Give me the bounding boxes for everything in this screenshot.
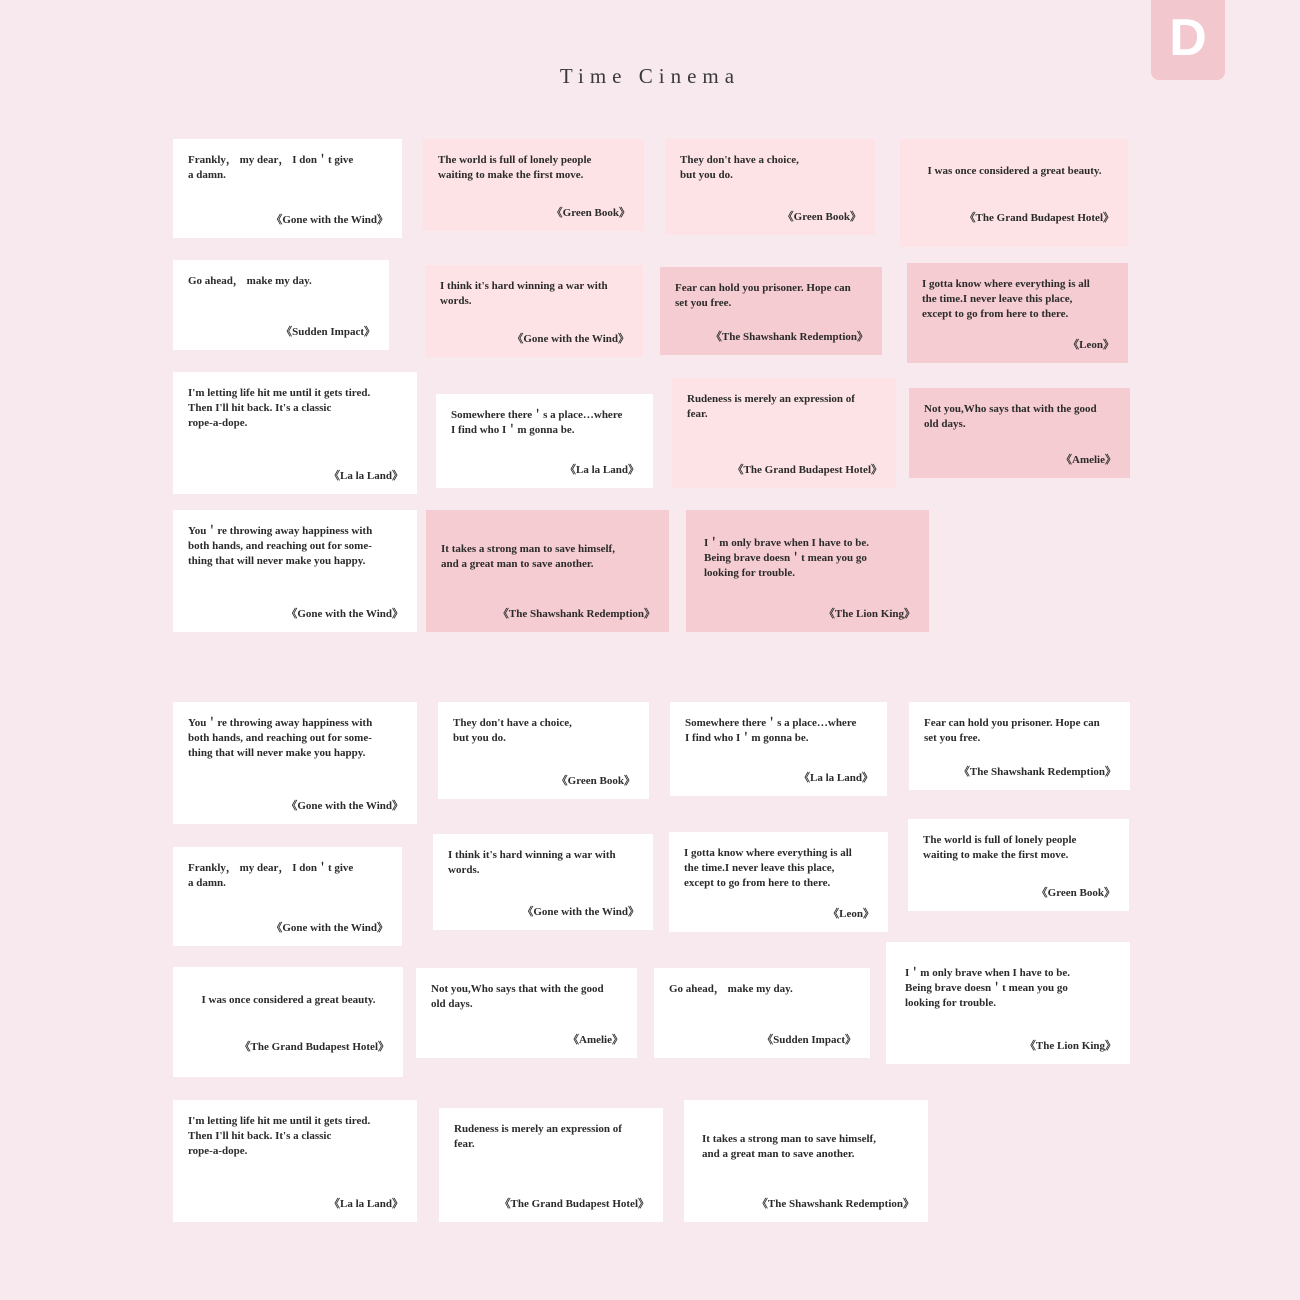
quote-text: Somewhere there＇s a place…where I find who I＇m gonna be. (685, 717, 857, 744)
page-title: Time Cinema (559, 64, 741, 88)
quote-text: The world is full of lonely people waiting to make the first move. (438, 154, 592, 181)
quote-card (670, 702, 887, 796)
quote-card (173, 372, 417, 494)
quote-text: Fear can hold you prisoner. Hope can set you free. (675, 282, 851, 309)
quote-text: They don't have a choice, but you do. (453, 717, 572, 744)
movie-source: 《Green Book》 (556, 775, 635, 787)
movie-source: 《The Shawshank Redemption》 (710, 331, 868, 343)
movie-source: 《Gone with the Wind》 (271, 214, 388, 226)
quote-text: I was once considered a great beauty. (927, 165, 1102, 177)
movie-source: 《Gone with the Wind》 (286, 800, 403, 812)
quote-card (173, 139, 402, 238)
quote-text: I was once considered a great beauty. (201, 994, 376, 1006)
quote-card (173, 702, 417, 824)
quote-text: I think it's hard winning a war with words. (440, 280, 608, 307)
quote-card (436, 394, 653, 488)
movie-source: 《Gone with the Wind》 (512, 333, 629, 345)
quote-card (909, 388, 1130, 478)
movie-source: 《Leon》 (1068, 339, 1114, 351)
movie-source: 《The Shawshank Redemption》 (958, 766, 1116, 778)
quote-card (439, 1108, 663, 1222)
quote-text: I'm letting life hit me until it gets tired. Then I'll hit back. It's a classic rope-a-dope. (188, 1115, 371, 1157)
movie-source: 《Sudden Impact》 (762, 1034, 856, 1046)
quote-card (672, 378, 896, 488)
movie-source: 《The Shawshank Redemption》 (756, 1198, 914, 1210)
quote-card (886, 942, 1130, 1064)
movie-source: 《The Grand Budapest Hotel》 (732, 464, 882, 476)
quote-card (173, 1100, 417, 1222)
movie-source: 《La la Land》 (329, 470, 403, 482)
movie-source: 《The Grand Budapest Hotel》 (964, 212, 1114, 224)
movie-source: 《The Grand Budapest Hotel》 (239, 1041, 389, 1053)
movie-source: 《Amelie》 (568, 1034, 623, 1046)
quote-card (173, 967, 403, 1077)
movie-source: 《Leon》 (828, 908, 874, 920)
movie-source: 《The Lion King》 (1024, 1040, 1116, 1052)
quote-card (686, 510, 929, 632)
movie-source: 《The Grand Budapest Hotel》 (499, 1198, 649, 1210)
quote-text: It takes a strong man to save himself, and a great man to save another. (441, 543, 615, 570)
quote-card (423, 139, 644, 231)
quote-card (669, 832, 888, 932)
quote-card (909, 702, 1130, 790)
quote-text: I gotta know where everything is all the time.I never leave this place, except to go from here to there. (684, 847, 852, 889)
quote-text: I＇m only brave when I have to be. Being brave doesn＇t mean you go looking for trouble. (905, 967, 1071, 1009)
movie-source: 《The Shawshank Redemption》 (497, 608, 655, 620)
quote-text: It takes a strong man to save himself, and a great man to save another. (702, 1133, 876, 1160)
quote-text: Frankly， my dear， I don＇t give a damn. (188, 154, 354, 181)
quote-card (684, 1100, 928, 1222)
movie-source: 《Gone with the Wind》 (271, 922, 388, 934)
movie-source: 《La la Land》 (565, 464, 639, 476)
movie-source: 《Green Book》 (782, 211, 861, 223)
quote-text: Somewhere there＇s a place…where I find who I＇m gonna be. (451, 409, 623, 436)
quote-card (665, 139, 875, 235)
quote-card (425, 265, 643, 357)
quote-card (416, 968, 637, 1058)
movie-source: 《The Lion King》 (823, 608, 915, 620)
quote-text: I think it's hard winning a war with words. (448, 849, 616, 876)
movie-source: 《La la Land》 (329, 1198, 403, 1210)
quote-text: You＇re throwing away happiness with both hands, and reaching out for some- thing that will never make you happy. (188, 525, 373, 567)
quote-card (426, 510, 669, 632)
quote-text: Fear can hold you prisoner. Hope can set you free. (924, 717, 1100, 744)
quote-text: Not you,Who says that with the good old days. (924, 403, 1097, 430)
quote-card (173, 847, 402, 946)
quote-text: I'm letting life hit me until it gets tired. Then I'll hit back. It's a classic rope-a-dope. (188, 387, 371, 429)
movie-source: 《Gone with the Wind》 (286, 608, 403, 620)
quote-text: Not you,Who says that with the good old days. (431, 983, 604, 1010)
quote-text: Go ahead， make my day. (188, 275, 312, 287)
quote-card (907, 263, 1128, 363)
quote-text: They don't have a choice, but you do. (680, 154, 799, 181)
quote-text: I＇m only brave when I have to be. Being brave doesn＇t mean you go looking for trouble. (704, 537, 870, 579)
quote-text: I gotta know where everything is all the time.I never leave this place, except to go from here to there. (922, 278, 1090, 320)
quote-card (173, 510, 417, 632)
quote-text: Frankly， my dear， I don＇t give a damn. (188, 862, 354, 889)
quote-text: You＇re throwing away happiness with both hands, and reaching out for some- thing that will never make you happy. (188, 717, 373, 759)
quote-card (660, 267, 882, 355)
movie-source: 《Gone with the Wind》 (522, 906, 639, 918)
quote-card (173, 260, 389, 350)
movie-source: 《Sudden Impact》 (281, 326, 375, 338)
quote-text: Go ahead， make my day. (669, 983, 793, 995)
quote-text: The world is full of lonely people waiting to make the first move. (923, 834, 1077, 861)
movie-source: 《La la Land》 (799, 772, 873, 784)
quote-card (438, 702, 649, 799)
quote-text: Rudeness is merely an expression of fear. (454, 1123, 622, 1150)
quote-card (900, 139, 1128, 247)
movie-source: 《Green Book》 (1036, 887, 1115, 899)
movie-source: 《Amelie》 (1061, 454, 1116, 466)
variant-badge: D (1151, 0, 1225, 80)
movie-source: 《Green Book》 (551, 207, 630, 219)
quote-card (908, 819, 1129, 911)
quote-text: Rudeness is merely an expression of fear. (687, 393, 855, 420)
quote-card (654, 968, 870, 1058)
quote-card (433, 834, 653, 930)
